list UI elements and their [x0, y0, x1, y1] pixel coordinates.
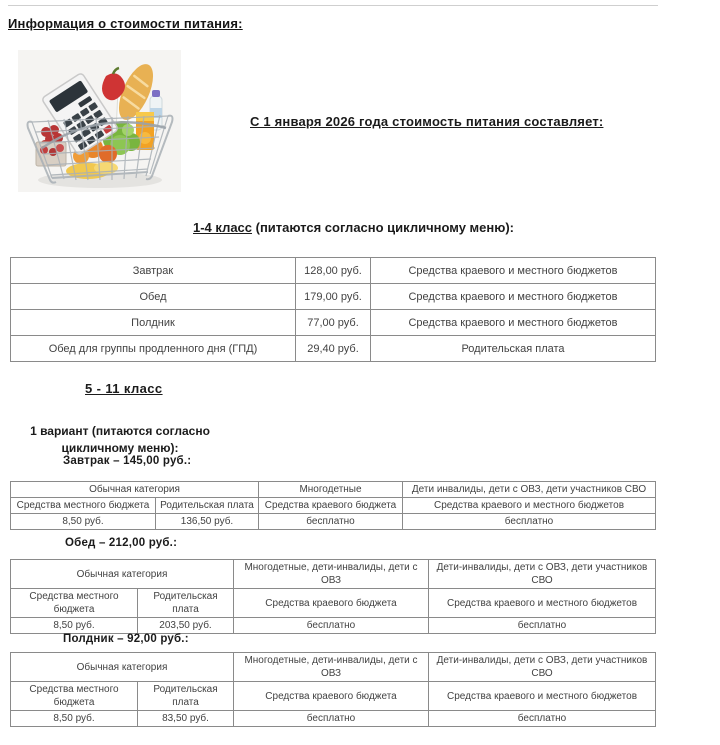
lunch-price-heading: Обед – 212,00 руб.:: [65, 537, 178, 549]
amount-cell: 8,50 руб.: [11, 514, 156, 530]
snack-price-heading: Полдник – 92,00 руб.:: [63, 633, 189, 645]
funding-source-cell: Родительская плата: [138, 589, 234, 618]
funding-source-row: [11, 682, 656, 711]
amount-cell: бесплатно: [429, 711, 656, 727]
meal-cell: Завтрак: [11, 258, 296, 284]
variant-1-heading: [30, 423, 210, 457]
amount-cell: бесплатно: [429, 618, 656, 634]
amount-cell: 136,50 руб.: [156, 514, 259, 530]
category-cell: Многодетные, дети-инвалиды, дети с ОВЗ: [234, 653, 429, 682]
table-row: [11, 336, 656, 362]
category-header-row: [11, 482, 656, 498]
grocery-basket-image: [18, 50, 181, 192]
amount-cell: 203,50 руб.: [138, 618, 234, 634]
funding-source-cell: Средства местного бюджета: [11, 498, 156, 514]
amount-row: [11, 711, 656, 727]
category-cell: Обычная категория: [11, 653, 234, 682]
funding-source-cell: Средства краевого бюджета: [259, 498, 403, 514]
section-5-11-heading: 5 - 11 класс: [85, 381, 163, 396]
price-cell: 77,00 руб.: [296, 310, 371, 336]
funding-source-cell: Средства краевого и местного бюджетов: [429, 589, 656, 618]
variant-note: (питаются согласно цикличному меню):: [61, 424, 210, 455]
amount-cell: 8,50 руб.: [11, 618, 138, 634]
funding-source-cell: Средства краевого и местного бюджетов: [429, 682, 656, 711]
price-cell: 179,00 руб.: [296, 284, 371, 310]
funding-source-cell: Средства краевого бюджета: [234, 682, 429, 711]
table-snack-5-11: [10, 652, 656, 727]
table-row: [11, 258, 656, 284]
funding-source-row: [11, 498, 656, 514]
funding-source-cell: Средства местного бюджета: [11, 682, 138, 711]
amount-cell: бесплатно: [234, 618, 429, 634]
category-cell: Дети инвалиды, дети с ОВЗ, дети участников СВО: [403, 482, 656, 498]
category-header-row: [11, 653, 656, 682]
category-cell: Дети-инвалиды, дети с ОВЗ, дети участников СВО: [429, 653, 656, 682]
table-row: [11, 310, 656, 336]
category-header-row: [11, 560, 656, 589]
funding-source-cell: Средства краевого и местного бюджетов: [403, 498, 656, 514]
amount-cell: бесплатно: [234, 711, 429, 727]
funding-source-cell: Средства местного бюджета: [11, 589, 138, 618]
amount-cell: 83,50 руб.: [138, 711, 234, 727]
funding-cell: Средства краевого и местного бюджетов: [371, 258, 656, 284]
category-cell: Дети-инвалиды, дети с ОВЗ, дети участников СВО: [429, 560, 656, 589]
breakfast-price-heading: Завтрак – 145,00 руб.:: [63, 455, 192, 467]
funding-cell: Средства краевого и местного бюджетов: [371, 310, 656, 336]
meal-cell: Полдник: [11, 310, 296, 336]
funding-cell: Средства краевого и местного бюджетов: [371, 284, 656, 310]
section-1-4-heading: [193, 220, 514, 235]
variant-label: 1 вариант: [30, 424, 89, 438]
category-cell: Многодетные, дети-инвалиды, дети с ОВЗ: [234, 560, 429, 589]
grocery-basket-illustration: [18, 50, 181, 192]
top-divider: [8, 5, 658, 6]
price-cell: 128,00 руб.: [296, 258, 371, 284]
amount-row: [11, 618, 656, 634]
funding-source-cell: Родительская плата: [156, 498, 259, 514]
amount-cell: бесплатно: [403, 514, 656, 530]
table-breakfast-5-11: [10, 481, 656, 530]
section-1-4-class-label: 1-4 класс: [193, 220, 253, 235]
amount-row: [11, 514, 656, 530]
section-1-4-class-note: (питаются согласно цикличному меню):: [252, 220, 514, 235]
price-cell: 29,40 руб.: [296, 336, 371, 362]
funding-source-row: [11, 589, 656, 618]
amount-cell: 8,50 руб.: [11, 711, 138, 727]
meal-cell: Обед: [11, 284, 296, 310]
meal-cell: Обед для группы продленного дня (ГПД): [11, 336, 296, 362]
table-row: [11, 284, 656, 310]
page-title: Информация о стоимости питания:: [8, 16, 243, 31]
funding-cell: Родительская плата: [371, 336, 656, 362]
category-cell: Обычная категория: [11, 560, 234, 589]
category-cell: Многодетные: [259, 482, 403, 498]
funding-source-cell: Родительская плата: [138, 682, 234, 711]
table-lunch-5-11: [10, 559, 656, 634]
category-cell: Обычная категория: [11, 482, 259, 498]
effective-date-heading: С 1 января 2026 года стоимость питания составляет:: [250, 114, 604, 129]
funding-source-cell: Средства краевого бюджета: [234, 589, 429, 618]
amount-cell: бесплатно: [259, 514, 403, 530]
table-1-4-class: [10, 257, 656, 362]
